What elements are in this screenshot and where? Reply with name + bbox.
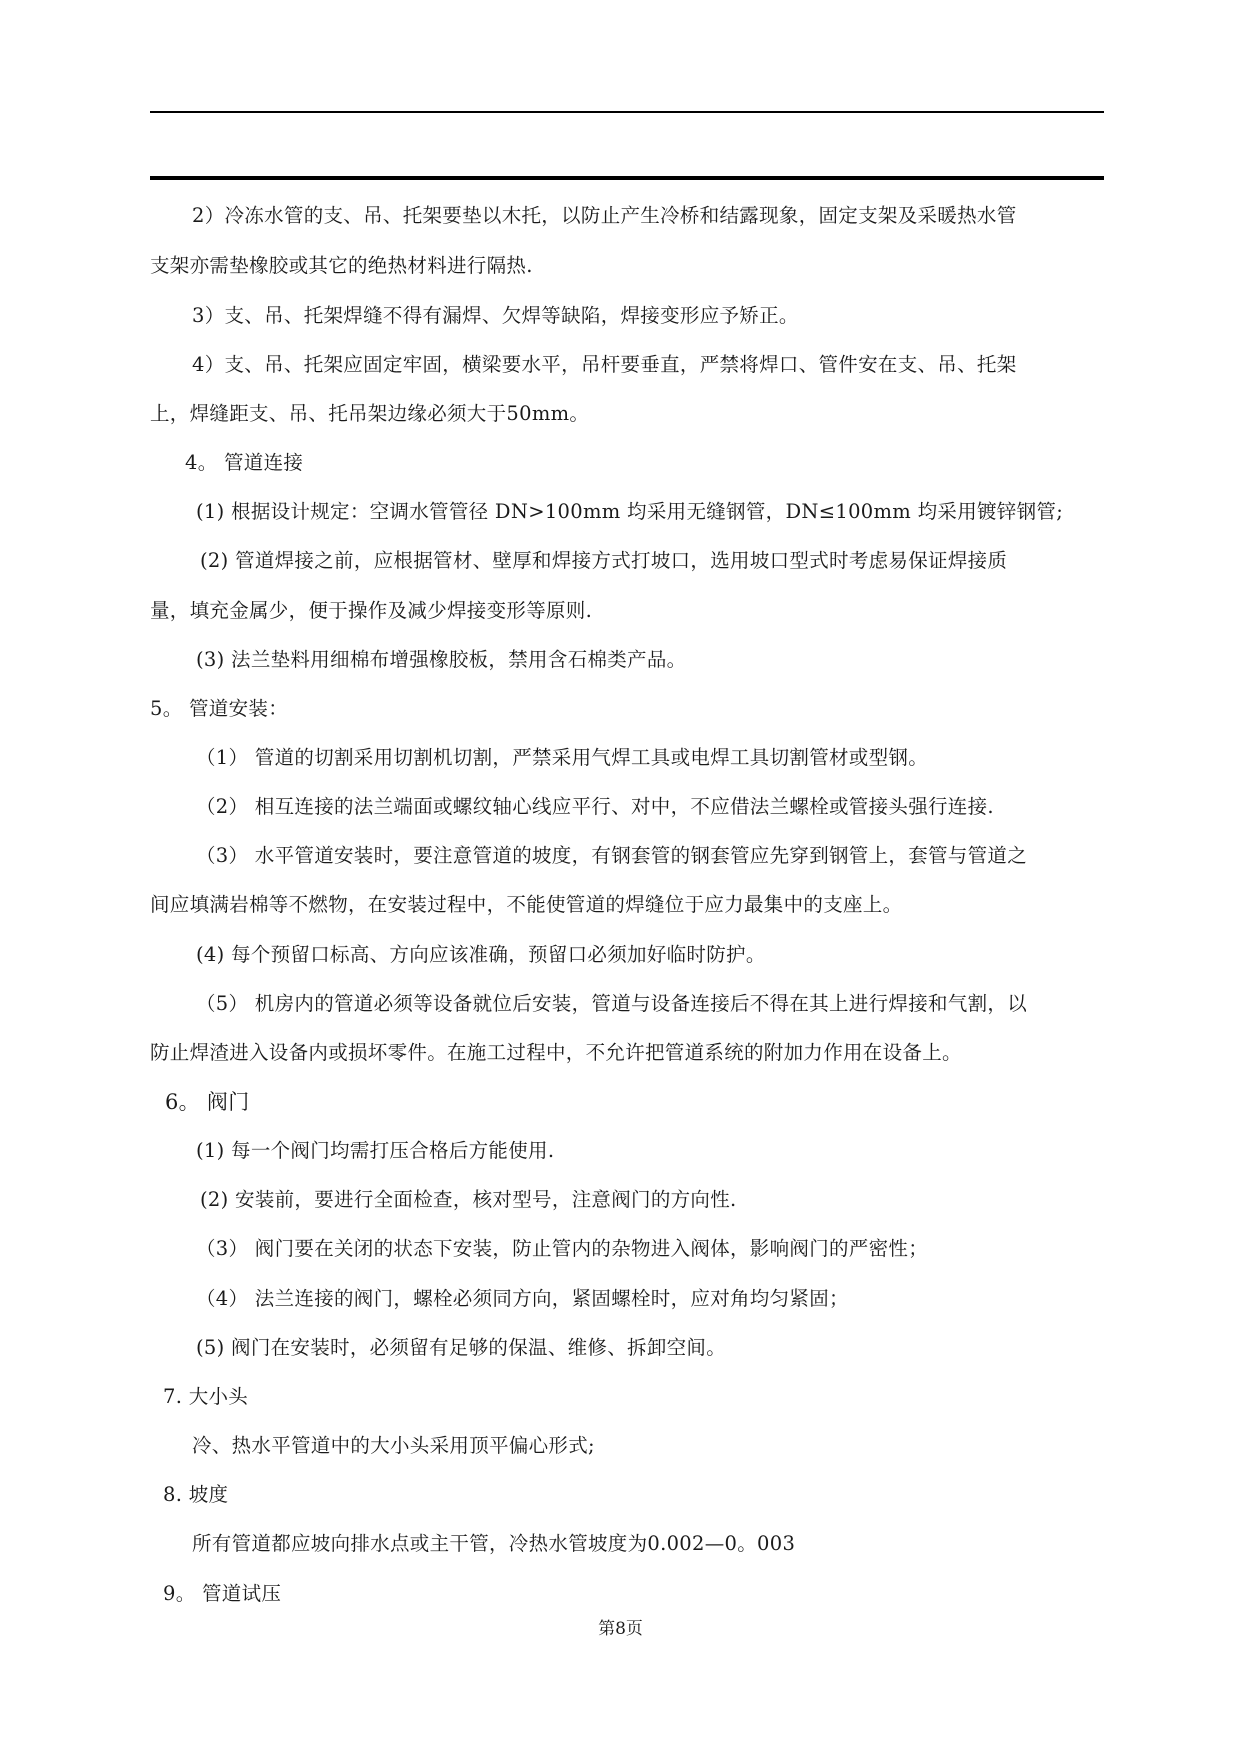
text-line: (4) 每个预留口标高、方向应该准确，预留口必须加好临时防护。 [196, 943, 766, 966]
text-line: （3） 阀门要在关闭的状态下安装，防止管内的杂物进入阀体，影响阀门的严密性； [196, 1237, 929, 1260]
text-line: (2) 管道焊接之前，应根据管材、壁厚和焊接方式打坡口，选用坡口型式时考虑易保证焊接质 [200, 549, 1008, 572]
section-heading: 4。 管道连接 [185, 451, 304, 474]
text-line: 量，填充金属少，便于操作及减少焊接变形等原则. [150, 599, 593, 622]
text-line: （3） 水平管道安装时，要注意管道的坡度，有钢套管的钢套管应先穿到钢管上，套管与管道之 [196, 844, 1028, 867]
page-number: 第8页 [598, 1619, 643, 1639]
text-line: (1) 每一个阀门均需打压合格后方能使用. [196, 1139, 555, 1162]
section-heading: 6。 阀门 [165, 1090, 250, 1114]
text-line: 所有管道都应坡向排水点或主干管，冷热水管坡度为0.002—0。003 [192, 1532, 796, 1555]
text-line: (1) 根据设计规定：空调水管管径 DN>100mm 均采用无缝钢管，DN≤100mm 均采用镀锌钢管; [196, 500, 1064, 523]
text-line: (3) 法兰垫料用细棉布增强橡胶板，禁用含石棉类产品。 [196, 648, 687, 671]
section-heading: 9。 管道试压 [163, 1582, 282, 1605]
header-rule-thick [150, 176, 1104, 180]
text-line: （2） 相互连接的法兰端面或螺纹轴心线应平行、对中，不应借法兰螺栓或管接头强行连接. [196, 795, 994, 818]
text-line: (5) 阀门在安装时，必须留有足够的保温、维修、拆卸空间。 [196, 1336, 727, 1359]
header-rule-top [150, 111, 1104, 113]
text-line: （4） 法兰连接的阀门，螺栓必须同方向，紧固螺栓时，应对角均匀紧固； [196, 1287, 849, 1310]
text-line: 4）支、吊、托架应固定牢固，横梁要水平，吊杆要垂直，严禁将焊口、管件安在支、吊、托架 [192, 353, 1017, 376]
section-heading: 7. 大小头 [163, 1385, 249, 1408]
text-line: （1） 管道的切割采用切割机切割，严禁采用气焊工具或电焊工具切割管材或型钢。 [196, 746, 929, 769]
section-heading: 8. 坡度 [163, 1483, 229, 1506]
text-line: (2) 安装前，要进行全面检查，核对型号，注意阀门的方向性. [200, 1188, 737, 1211]
text-line: 3）支、吊、托架焊缝不得有漏焊、欠焊等缺陷，焊接变形应予矫正。 [192, 304, 799, 327]
text-line: 支架亦需垫橡胶或其它的绝热材料进行隔热. [150, 254, 533, 277]
text-line: 上，焊缝距支、吊、托吊架边缘必须大于50mm。 [150, 402, 590, 425]
text-line: （5） 机房内的管道必须等设备就位后安装，管道与设备连接后不得在其上进行焊接和气割，以 [196, 992, 1028, 1015]
text-line: 防止焊渣进入设备内或损坏零件。在施工过程中，不允许把管道系统的附加力作用在设备上。 [150, 1041, 962, 1064]
text-line: 冷、热水平管道中的大小头采用顶平偏心形式; [192, 1434, 595, 1457]
section-heading: 5。 管道安装： [150, 697, 289, 720]
text-line: 2）冷冻水管的支、吊、托架要垫以木托，以防止产生冷桥和结露现象，固定支架及采暖热水管 [192, 204, 1017, 227]
text-line: 间应填满岩棉等不燃物，在安装过程中，不能使管道的焊缝位于应力最集中的支座上。 [150, 893, 903, 916]
